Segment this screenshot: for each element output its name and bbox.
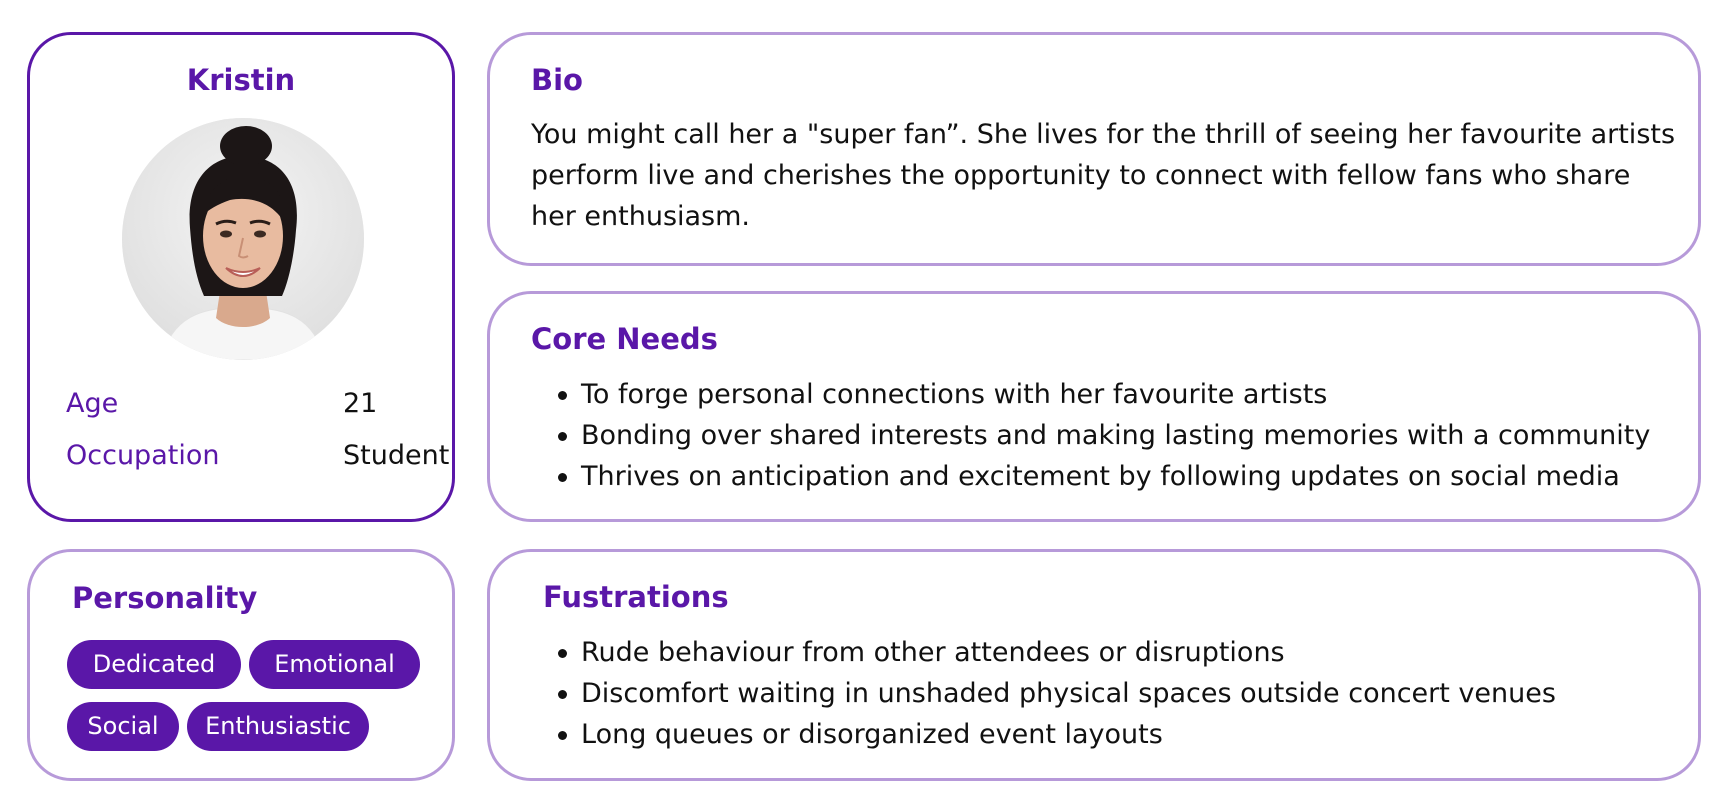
persona-name: Kristin xyxy=(186,63,296,97)
frustrations-title: Fustrations xyxy=(543,580,729,614)
bio-text: You might call her a "super fan”. She lives for the thrill of seeing her favourite artists perform live and cherishes the opportunity to connect with fellow fans who share her enthusiasm. xyxy=(531,119,1676,232)
list-item: Discomfort waiting in unshaded physical spaces outside concert venues xyxy=(581,673,1691,714)
occupation-row xyxy=(66,440,450,480)
list-item: Rude behaviour from other attendees or disruptions xyxy=(581,632,1691,673)
occupation-value: Student xyxy=(343,440,450,471)
personality-tag-social: Social xyxy=(67,702,179,751)
personality-title: Personality xyxy=(72,581,258,615)
list-item: To forge personal connections with her favourite artists xyxy=(581,374,1691,415)
age-row xyxy=(66,388,432,428)
personality-tag-dedicated: Dedicated xyxy=(67,640,241,689)
list-item: Long queues or disorganized event layouts xyxy=(581,714,1691,755)
profile-card xyxy=(27,32,455,522)
list-item: Thrives on anticipation and excitement by following updates on social media xyxy=(581,456,1691,497)
bio-card xyxy=(487,32,1701,266)
bio-title: Bio xyxy=(531,63,583,97)
core-needs-list xyxy=(581,374,1691,497)
core-needs-card xyxy=(487,291,1701,522)
avatar-portrait-image xyxy=(122,118,364,360)
occupation-label: Occupation xyxy=(66,440,220,471)
age-label: Age xyxy=(66,388,119,419)
personality-tag-emotional: Emotional xyxy=(249,640,420,689)
frustrations-card xyxy=(487,549,1701,781)
frustrations-list xyxy=(581,632,1691,755)
personality-tag-enthusiastic: Enthusiastic xyxy=(187,702,369,751)
age-value: 21 xyxy=(343,388,378,419)
avatar xyxy=(122,118,364,360)
list-item: Bonding over shared interests and making lasting memories with a community xyxy=(581,415,1691,456)
personality-card xyxy=(27,549,455,781)
core-needs-title: Core Needs xyxy=(531,322,718,356)
